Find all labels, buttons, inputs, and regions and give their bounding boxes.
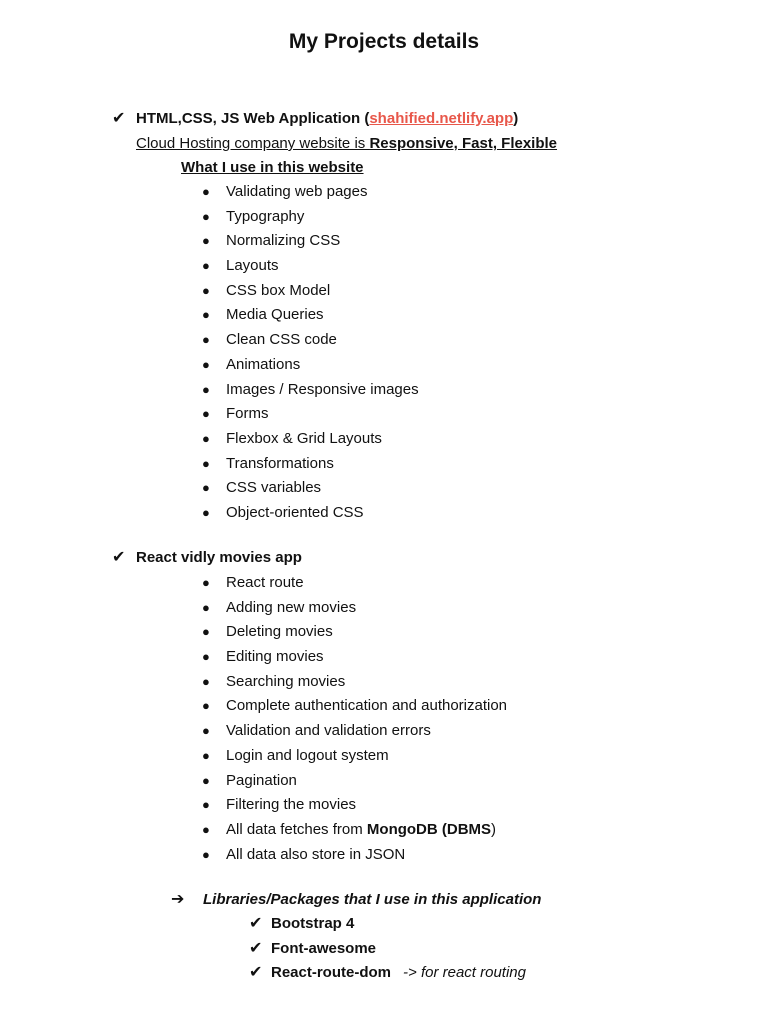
project-link[interactable]: shahified.netlify.app (369, 110, 514, 127)
bullet-icon: ● (202, 406, 210, 422)
bullet-icon: ● (202, 455, 210, 471)
bullet-icon: ● (202, 846, 210, 862)
library-item (249, 913, 541, 938)
list-item: ● Validation and validation errors (202, 719, 507, 744)
bullet-icon: ● (202, 430, 210, 446)
project-heading (112, 108, 557, 132)
mongodb-label: MongoDB (DBMS (366, 820, 492, 838)
library-item (249, 962, 541, 987)
list-item: ● Images / Responsive images (202, 378, 557, 403)
arrow-right-icon: ➔ (171, 891, 185, 908)
description-text: Cloud Hosting company website is (136, 135, 370, 152)
library-name: Bootstrap 4 (271, 915, 355, 932)
checkmark-icon: ✔ (249, 939, 263, 957)
libraries-list (249, 913, 541, 987)
bullet-icon: ● (202, 821, 210, 837)
page-title: My Projects details (288, 30, 480, 53)
project-title-prefix: HTML,CSS, JS Web Application ( (136, 110, 370, 127)
list-item: ● Forms (202, 402, 557, 427)
list-item: ● Complete authentication and authorization (202, 694, 507, 719)
project-react-vidly (112, 547, 507, 867)
bullet-icon: ● (202, 504, 210, 520)
project-html-css-js (112, 108, 557, 526)
libraries-section (171, 889, 541, 987)
bullet-icon: ● (202, 356, 210, 372)
bullet-icon: ● (202, 381, 210, 397)
bullet-icon: ● (202, 747, 210, 763)
list-item-mongodb: ● All data fetches from MongoDB (DBMS) (202, 818, 507, 843)
list-item: ● Normalizing CSS (202, 229, 557, 254)
checkmark-icon: ✔ (249, 964, 263, 981)
project-title (136, 110, 518, 127)
library-name: Font-awesome (271, 939, 377, 957)
project-description (136, 132, 557, 156)
project-title: React vidly movies app (136, 549, 302, 566)
list-item: ● Object-oriented CSS (202, 501, 557, 526)
checkmark-icon: ✔ (249, 915, 263, 932)
list-item: ● Typography (202, 205, 557, 230)
bullet-icon: ● (202, 599, 210, 615)
bullet-icon: ● (202, 723, 210, 739)
library-name: React-route-dom (271, 964, 392, 981)
bullet-icon: ● (202, 233, 210, 249)
bullet-icon: ● (202, 772, 210, 788)
list-item: ● Flexbox & Grid Layouts (202, 427, 557, 452)
bullet-icon: ● (202, 698, 210, 714)
checkmark-icon: ✔ (112, 549, 126, 566)
bullet-icon: ● (202, 480, 210, 496)
bullet-icon: ● (202, 332, 210, 348)
list-item: ● Login and logout system (202, 744, 507, 769)
bullet-icon: ● (202, 624, 210, 640)
bullet-icon: ● (202, 673, 210, 689)
bullet-icon: ● (202, 208, 210, 224)
bullet-icon: ● (202, 307, 210, 323)
feature-list (202, 180, 557, 526)
list-item: ● Validating web pages (202, 180, 557, 205)
list-item: ● All data also store in JSON (202, 843, 507, 868)
list-item: ● Editing movies (202, 645, 507, 670)
list-item: ● Media Queries (202, 303, 557, 328)
list-item: ● Clean CSS code (202, 328, 557, 353)
project-heading (112, 547, 507, 571)
bullet-icon: ● (202, 575, 210, 590)
checkmark-icon: ✔ (112, 110, 126, 127)
list-item: ● Layouts (202, 254, 557, 279)
list-item: ● CSS box Model (202, 279, 557, 304)
list-item: ● React route (202, 571, 507, 596)
section-subheading: What I use in this website (181, 159, 364, 176)
bullet-icon: ● (202, 282, 210, 298)
list-item: ● Adding new movies (202, 596, 507, 621)
list-item: ● Transformations (202, 452, 557, 477)
list-item: ● Pagination (202, 769, 507, 794)
list-item: ● Filtering the movies (202, 793, 507, 818)
list-item: ● Deleting movies (202, 620, 507, 645)
bullet-icon: ● (202, 649, 210, 665)
library-note: -> for react routing (403, 964, 526, 981)
bullet-icon: ● (202, 184, 210, 199)
list-item: ● CSS variables (202, 476, 557, 501)
libraries-title: Libraries/Packages that I use in this application (203, 891, 542, 908)
feature-list (202, 571, 507, 867)
libraries-heading (171, 889, 541, 913)
list-item: ● Searching movies (202, 670, 507, 695)
bullet-icon: ● (202, 797, 210, 813)
bullet-icon: ● (202, 258, 210, 274)
project-title-suffix: ) (513, 110, 519, 127)
library-item (249, 938, 541, 963)
list-item: ● Animations (202, 353, 557, 378)
description-bold: Responsive, Fast, Flexible (369, 135, 558, 152)
